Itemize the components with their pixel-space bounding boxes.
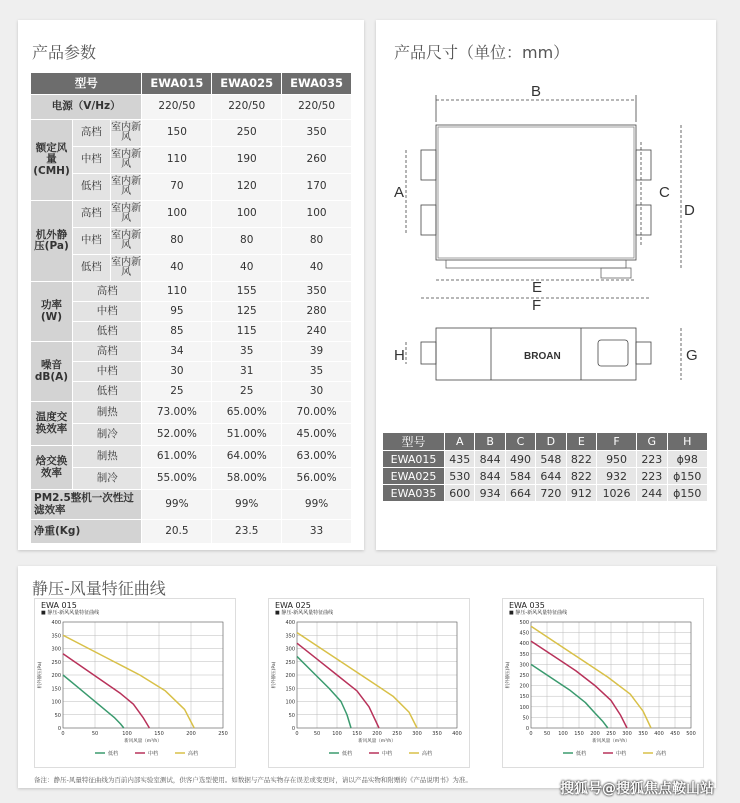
chart-ewa035 <box>502 598 704 768</box>
cell: 56.00% <box>282 468 352 490</box>
cell: 150 <box>142 120 212 147</box>
level-cell: 低档 <box>72 174 110 201</box>
chart-ewa015 <box>34 598 236 768</box>
legend-label: 低档 <box>342 751 353 757</box>
dim-cell: 530 <box>445 468 475 485</box>
dim-cell: 435 <box>445 451 475 468</box>
y-tick-label: 50 <box>288 712 295 719</box>
cell: 125 <box>212 302 282 322</box>
level-cell: 制冷 <box>72 424 142 446</box>
duct-collar <box>421 205 436 235</box>
y-axis-label: 机外静压(Pa) <box>506 661 511 689</box>
cell: 40 <box>212 255 282 282</box>
cell: 100 <box>142 201 212 228</box>
legend-label: 中档 <box>382 751 393 757</box>
chart-plot <box>269 616 469 766</box>
level-cell: 中档 <box>72 302 142 322</box>
x-tick-label: 400 <box>654 731 664 737</box>
cell: 52.00% <box>142 424 212 446</box>
x-tick-label: 500 <box>686 731 696 737</box>
x-tick-label: 150 <box>154 731 164 737</box>
cell: 120 <box>212 174 282 201</box>
pm25-label: PM2.5整机一次性过滤效率 <box>31 490 142 520</box>
level-cell: 中档 <box>72 362 142 382</box>
chart-subtitle: ■ 静压-新风风量特征曲线 <box>509 610 568 616</box>
spec-row <box>31 382 352 402</box>
dim-label-e: E <box>532 279 543 296</box>
cell: 64.00% <box>212 446 282 468</box>
x-tick-label: 300 <box>622 731 632 737</box>
cell: 30 <box>282 382 352 402</box>
y-tick-label: 250 <box>51 659 61 666</box>
level-cell: 高档 <box>72 342 142 362</box>
legend-label: 低档 <box>576 751 587 757</box>
y-axis-label: 机外静压(Pa) <box>272 661 277 689</box>
x-axis-label: 新风风量（m³/h） <box>592 739 630 744</box>
dim-cell: 1026 <box>597 485 637 502</box>
y-tick-label: 400 <box>285 620 295 626</box>
spec-row <box>31 302 352 322</box>
y-tick-label: 400 <box>51 620 61 626</box>
x-tick-label: 0 <box>61 731 65 737</box>
cell: 39 <box>282 342 352 362</box>
y-tick-label: 150 <box>285 686 295 693</box>
dim-cell: 844 <box>475 468 505 485</box>
cell: 95 <box>142 302 212 322</box>
spec-row <box>31 490 352 520</box>
series-line-high <box>63 635 194 728</box>
spec-row <box>31 282 352 302</box>
spec-header-col: EWA035 <box>282 73 352 95</box>
dim-label-h: H <box>394 347 405 364</box>
spec-row <box>31 468 352 490</box>
sub-cell: 室内新风 <box>110 201 142 228</box>
x-tick-label: 400 <box>452 731 462 737</box>
cell: 80 <box>212 228 282 255</box>
dim-model: EWA015 <box>383 451 445 468</box>
cell: 34 <box>142 342 212 362</box>
spec-row <box>31 120 352 147</box>
y-tick-label: 0 <box>57 726 61 732</box>
dim-header-cell: F <box>597 433 637 451</box>
dim-cell: 644 <box>536 468 566 485</box>
dim-header-cell: H <box>667 433 707 451</box>
dim-cell: 548 <box>536 451 566 468</box>
cell: 20.5 <box>142 520 212 544</box>
cell: 23.5 <box>212 520 282 544</box>
series-line-mid <box>297 643 379 728</box>
cell: 33 <box>282 520 352 544</box>
cell: 280 <box>282 302 352 322</box>
y-tick-label: 100 <box>519 704 529 711</box>
cell: 58.00% <box>212 468 282 490</box>
spec-row <box>31 201 352 228</box>
electrical-box <box>601 268 631 278</box>
y-tick-label: 300 <box>51 646 61 653</box>
dim-label-c: C <box>659 184 670 201</box>
level-cell: 低档 <box>72 382 142 402</box>
weight-label: 净重(Kg) <box>31 520 142 544</box>
dim-cell: 584 <box>505 468 535 485</box>
x-tick-label: 0 <box>529 731 533 737</box>
chart-subtitle: ■ 静压-新风风量特征曲线 <box>275 610 334 616</box>
cell: 100 <box>282 201 352 228</box>
x-tick-label: 50 <box>313 731 321 737</box>
sub-cell: 室内新风 <box>110 228 142 255</box>
dim-cell: 223 <box>637 468 667 485</box>
x-tick-label: 150 <box>352 731 362 737</box>
y-tick-label: 400 <box>519 641 529 648</box>
cell: 155 <box>212 282 282 302</box>
cell: 240 <box>282 322 352 342</box>
y-tick-label: 0 <box>291 726 295 732</box>
x-tick-label: 250 <box>392 731 402 737</box>
cell: 350 <box>282 282 352 302</box>
duct-collar <box>421 150 436 180</box>
spec-row <box>31 362 352 382</box>
legend-label: 中档 <box>148 751 159 757</box>
spec-header-col: EWA015 <box>142 73 212 95</box>
spec-header-row <box>31 73 352 95</box>
dim-cell: 822 <box>566 451 596 468</box>
dim-model: EWA035 <box>383 485 445 502</box>
spec-header-model: 型号 <box>31 73 142 95</box>
cell: 99% <box>282 490 352 520</box>
cell: 45.00% <box>282 424 352 446</box>
wattage-label: 功率(W) <box>31 282 73 342</box>
x-tick-label: 0 <box>295 731 299 737</box>
y-tick-label: 150 <box>51 686 61 693</box>
chart-ewa025 <box>268 598 470 768</box>
unit-top-body <box>436 125 636 260</box>
x-tick-label: 100 <box>558 731 568 737</box>
series-line-low <box>297 656 351 728</box>
dim-cell: 950 <box>597 451 637 468</box>
params-panel <box>18 20 364 550</box>
noise-label: 噪音dB(A) <box>31 342 73 402</box>
dim-label-d: D <box>684 202 695 219</box>
dimension-drawing <box>376 80 716 410</box>
cell: 70.00% <box>282 402 352 424</box>
power-label: 电源（V/Hz） <box>31 95 142 120</box>
level-cell: 低档 <box>72 322 142 342</box>
dim-row <box>383 468 708 485</box>
cell: 51.00% <box>212 424 282 446</box>
dim-header-cell: D <box>536 433 566 451</box>
curves-note: 备注：静压-风量特征曲线为百前内部实验室测试，供客户选型使用。如数据与产品实物存在误差或变更时，请以产品实物和附赠的《产品说明书》为准。 <box>34 776 472 784</box>
y-tick-label: 450 <box>519 630 529 637</box>
dim-cell: ϕ98 <box>667 451 707 468</box>
chart-plot <box>503 616 703 766</box>
spec-row <box>31 424 352 446</box>
y-tick-label: 350 <box>51 633 61 640</box>
dim-header-row <box>383 433 708 451</box>
chart-title: EWA 025 <box>275 601 311 610</box>
cell: 110 <box>142 147 212 174</box>
level-cell: 低档 <box>72 255 110 282</box>
spec-row <box>31 147 352 174</box>
brand-logo: BROAN <box>524 351 561 362</box>
dim-header-cell: 型号 <box>383 433 445 451</box>
level-cell: 中档 <box>72 147 110 174</box>
chart-title: EWA 015 <box>41 601 77 610</box>
duct-collar <box>636 150 651 180</box>
y-tick-label: 300 <box>285 646 295 653</box>
cell: 35 <box>282 362 352 382</box>
dim-label-f: F <box>532 297 542 314</box>
y-tick-label: 250 <box>519 673 529 679</box>
spec-row <box>31 174 352 201</box>
x-tick-label: 50 <box>91 731 99 737</box>
spec-row <box>31 520 352 544</box>
dim-label-b: B <box>531 83 542 100</box>
y-tick-label: 50 <box>54 712 61 719</box>
y-axis-label: 机外静压(Pa) <box>38 661 43 689</box>
y-tick-label: 350 <box>519 651 529 658</box>
level-cell: 制冷 <box>72 468 142 490</box>
cell: 99% <box>142 490 212 520</box>
cell: 73.00% <box>142 402 212 424</box>
cell: 220/50 <box>212 95 282 120</box>
y-tick-label: 200 <box>285 673 295 679</box>
spec-row <box>31 228 352 255</box>
spec-row <box>31 342 352 362</box>
level-cell: 制热 <box>72 402 142 424</box>
y-tick-label: 100 <box>51 699 61 706</box>
cell: 25 <box>212 382 282 402</box>
cell: 61.00% <box>142 446 212 468</box>
cell: 40 <box>142 255 212 282</box>
x-tick-label: 250 <box>218 731 228 737</box>
enth-eff-label: 焓交换效率 <box>31 446 73 490</box>
spec-table <box>30 72 352 544</box>
legend-label: 中档 <box>616 751 627 757</box>
x-tick-label: 350 <box>432 731 442 737</box>
y-tick-label: 50 <box>522 715 529 722</box>
legend-label: 低档 <box>108 751 119 757</box>
dim-model: EWA025 <box>383 468 445 485</box>
cell: 63.00% <box>282 446 352 468</box>
spec-row <box>31 322 352 342</box>
dim-cell: 244 <box>637 485 667 502</box>
dims-panel <box>376 20 716 550</box>
legend-label: 高档 <box>422 751 433 757</box>
y-tick-label: 250 <box>285 659 295 666</box>
dim-cell: 932 <box>597 468 637 485</box>
y-tick-label: 0 <box>525 726 529 732</box>
dim-header-cell: E <box>566 433 596 451</box>
dim-row <box>383 451 708 468</box>
chart-subtitle: ■ 静压-新风风量特征曲线 <box>41 610 100 616</box>
dim-label-a: A <box>394 184 405 201</box>
x-tick-label: 250 <box>606 731 616 737</box>
dim-cell: 223 <box>637 451 667 468</box>
y-tick-label: 500 <box>519 620 529 626</box>
cell: 110 <box>142 282 212 302</box>
x-tick-label: 350 <box>638 731 648 737</box>
spec-row-power <box>31 95 352 120</box>
level-cell: 中档 <box>72 228 110 255</box>
level-cell: 高档 <box>72 201 110 228</box>
dim-header-cell: A <box>445 433 475 451</box>
cell: 35 <box>212 342 282 362</box>
cell: 31 <box>212 362 282 382</box>
dim-label-g: G <box>686 347 698 364</box>
x-tick-label: 300 <box>412 731 422 737</box>
x-tick-label: 200 <box>186 731 196 737</box>
legend-label: 高档 <box>656 751 667 757</box>
series-line-mid <box>63 654 149 728</box>
x-tick-label: 200 <box>372 731 382 737</box>
x-tick-label: 150 <box>574 731 584 737</box>
x-tick-label: 200 <box>590 731 600 737</box>
cell: 115 <box>212 322 282 342</box>
y-tick-label: 150 <box>519 694 529 701</box>
temp-eff-label: 温度交换效率 <box>31 402 73 446</box>
dim-table <box>382 432 708 502</box>
dim-cell: 490 <box>505 451 535 468</box>
sub-cell: 室内新风 <box>110 174 142 201</box>
dim-cell: 600 <box>445 485 475 502</box>
duct-collar <box>636 205 651 235</box>
sub-cell: 室内新风 <box>110 120 142 147</box>
sub-cell: 室内新风 <box>110 255 142 282</box>
x-tick-label: 50 <box>543 731 551 737</box>
y-tick-label: 350 <box>285 633 295 640</box>
cell: 170 <box>282 174 352 201</box>
level-cell: 高档 <box>72 282 142 302</box>
spec-row <box>31 446 352 468</box>
spec-row <box>31 255 352 282</box>
x-axis-label: 新风风量（m³/h） <box>124 739 162 744</box>
x-tick-label: 450 <box>670 731 680 737</box>
sub-cell: 室内新风 <box>110 147 142 174</box>
cell: 99% <box>212 490 282 520</box>
dim-cell: 844 <box>475 451 505 468</box>
cell: 40 <box>282 255 352 282</box>
dim-cell: ϕ150 <box>667 468 707 485</box>
dim-cell: 934 <box>475 485 505 502</box>
chart-title: EWA 035 <box>509 601 545 610</box>
dim-cell: 720 <box>536 485 566 502</box>
cell: 25 <box>142 382 212 402</box>
cell: 65.00% <box>212 402 282 424</box>
cell: 260 <box>282 147 352 174</box>
curves-title: 静压-风量特征曲线 <box>32 579 166 598</box>
airflow-label: 额定风量(CMH) <box>31 120 73 201</box>
cell: 85 <box>142 322 212 342</box>
cell: 80 <box>142 228 212 255</box>
params-title: 产品参数 <box>32 43 97 62</box>
spec-row <box>31 402 352 424</box>
dim-cell: 912 <box>566 485 596 502</box>
spec-header-col: EWA025 <box>212 73 282 95</box>
cell: 220/50 <box>142 95 212 120</box>
cell: 55.00% <box>142 468 212 490</box>
level-cell: 高档 <box>72 120 110 147</box>
dim-header-cell: C <box>505 433 535 451</box>
chart-plot <box>35 616 235 766</box>
cell: 70 <box>142 174 212 201</box>
y-tick-label: 200 <box>51 673 61 679</box>
x-axis-label: 新风风量（m³/h） <box>358 739 396 744</box>
x-tick-label: 100 <box>122 731 132 737</box>
x-tick-label: 100 <box>332 731 342 737</box>
dim-cell: 664 <box>505 485 535 502</box>
pressure-label: 机外静压(Pa) <box>31 201 73 282</box>
cell: 220/50 <box>282 95 352 120</box>
cell: 30 <box>142 362 212 382</box>
dim-cell: ϕ150 <box>667 485 707 502</box>
level-cell: 制热 <box>72 446 142 468</box>
legend-label: 高档 <box>188 751 199 757</box>
dim-cell: 822 <box>566 468 596 485</box>
cell: 190 <box>212 147 282 174</box>
cell: 80 <box>282 228 352 255</box>
dim-row <box>383 485 708 502</box>
cell: 100 <box>212 201 282 228</box>
side-port <box>598 340 628 366</box>
cell: 250 <box>212 120 282 147</box>
dim-header-cell: B <box>475 433 505 451</box>
cell: 350 <box>282 120 352 147</box>
watermark: 搜狐号@搜狐焦点鞍山站 <box>560 781 714 797</box>
y-tick-label: 200 <box>519 683 529 690</box>
y-tick-label: 300 <box>519 662 529 669</box>
dim-header-cell: G <box>637 433 667 451</box>
y-tick-label: 100 <box>285 699 295 706</box>
dims-title: 产品尺寸（单位：mm） <box>394 43 570 62</box>
